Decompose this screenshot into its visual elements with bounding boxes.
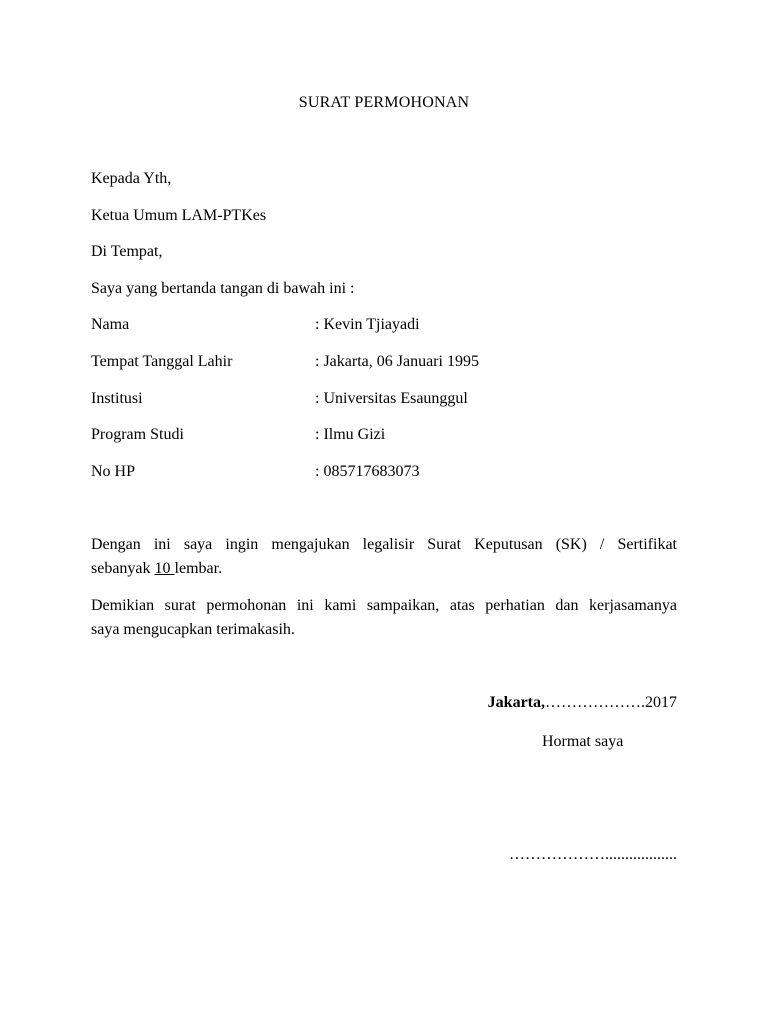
- closing-paragraph: [91, 594, 677, 642]
- letter-title: SURAT PERMOHONAN: [298, 94, 470, 111]
- closing-line-2: saya mengucapkan terimakasih.: [91, 621, 295, 638]
- field-value-nama: : Kevin Tjiayadi: [315, 316, 420, 333]
- field-label-prodi: Program Studi: [91, 426, 184, 443]
- recipient: Ketua Umum LAM-PTKes: [91, 207, 267, 224]
- request-line-1: Dengan ini saya ingin mengajukan legalisir Surat Keputusan (SK) / Sertifikat: [91, 536, 677, 553]
- closing-line-1: Demikian surat permohonan ini kami sampaikan, atas perhatian dan kerjasamanya: [91, 597, 677, 614]
- field-label-hp: No HP: [91, 463, 136, 480]
- field-value-institusi: : Universitas Esaunggul: [315, 390, 468, 407]
- field-label-nama: Nama: [91, 316, 130, 333]
- sheet-count: 10: [154, 560, 175, 577]
- field-value-hp: : 085717683073: [315, 463, 420, 480]
- date-line: [488, 693, 677, 713]
- date-city: Jakarta,: [487, 694, 545, 711]
- date-rest: ……………….2017: [545, 694, 677, 711]
- regards: Hormat saya: [542, 733, 624, 750]
- field-value-prodi: : Ilmu Gizi: [315, 426, 386, 443]
- intro-text: Saya yang bertanda tangan di bawah ini :: [91, 280, 355, 297]
- field-label-institusi: Institusi: [91, 390, 143, 407]
- field-value-ttl: : Jakarta, 06 Januari 1995: [315, 353, 479, 370]
- request-prefix: sebanyak: [91, 560, 155, 577]
- request-line-2: [91, 557, 677, 581]
- field-label-ttl: Tempat Tanggal Lahir: [91, 353, 233, 370]
- place: Di Tempat,: [91, 243, 163, 260]
- request-paragraph: [91, 533, 677, 581]
- request-suffix: lembar.: [174, 560, 223, 577]
- signature-line: ………………..................: [509, 846, 677, 863]
- salutation: Kepada Yth,: [91, 170, 172, 187]
